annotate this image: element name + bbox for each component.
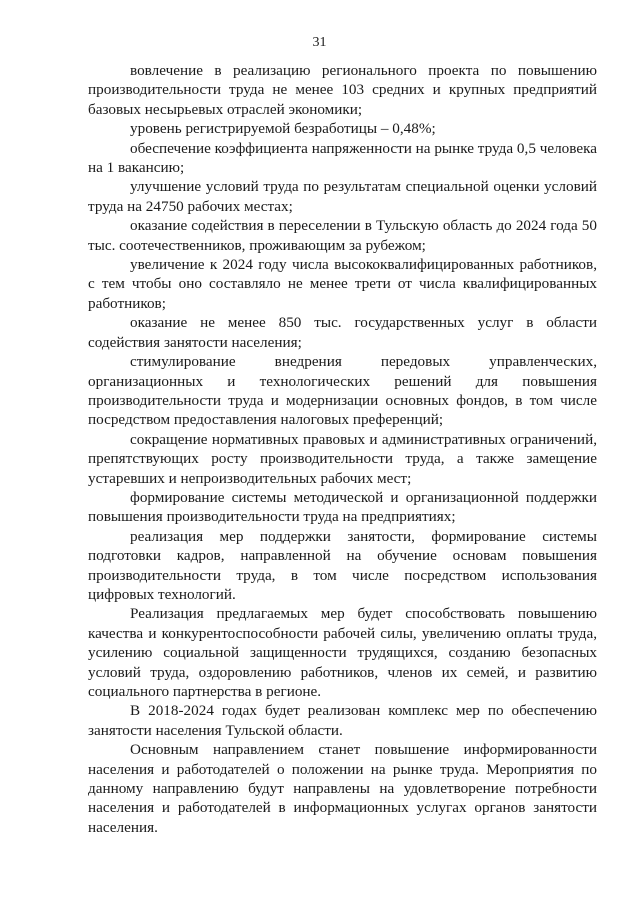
paragraph: обеспечение коэффициента напряженности на рынке труда 0,5 человека на 1 вакансию; — [88, 139, 597, 177]
paragraph: формирование системы методической и организационной поддержки повышения производительности труда на предприятиях; — [88, 488, 597, 526]
paragraph: вовлечение в реализацию регионального проекта по повышению производительности труда не менее 103 средних и крупных предприятий базовых несырьевых отраслей экономики; — [88, 62, 597, 118]
paragraph: Реализация предлагаемых мер будет способствовать повышению качества и конкурентоспособности рабочей силы, увеличению оплаты труда, усилению социальной защищенности трудящихся, созданию безопасных условий труда, оздоровлению работников, членов их семей, и развитию социального партнерства в регионе. — [88, 605, 597, 700]
paragraph: сокращение нормативных правовых и административных ограничений, препятствующих росту производительности труда, а также замещение устаревших и непроизводительных рабочих мест; — [88, 430, 597, 487]
body-text — [88, 61, 597, 837]
paragraph: улучшение условий труда по результатам специальной оценки условий труда на 24750 рабочих местах; — [88, 178, 597, 215]
page-number: 31 — [312, 35, 327, 50]
paragraph: реализация мер поддержки занятости, формирование системы подготовки кадров, направленной на обучение основам повышения производительности труда, в том числе посредством использования цифровых технологий. — [88, 527, 597, 603]
paragraph: увеличение к 2024 году числа высококвалифицированных работников, с тем чтобы оно составляло не менее трети от числа квалифицированных работников; — [88, 256, 597, 312]
paragraph: уровень регистрируемой безработицы – 0,48%; — [130, 120, 436, 138]
paragraph: оказание не менее 850 тыс. государственных услуг в области содействия занятости населения; — [88, 314, 597, 351]
paragraph: Основным направлением станет повышение информированности населения и работодателей о положении на рынке труда. Мероприятия по данному направлению будут направлены на удовлетворение потребности населения и работодателей в информационных услугах органов занятости населения. — [88, 741, 597, 836]
paragraph: В 2018-2024 годах будет реализован комплекс мер по обеспечению занятости населения Тульской области. — [88, 702, 597, 739]
paragraph: стимулирование внедрения передовых управленческих, организационных и технологических решений для повышения производительности труда и модернизации основных фондов, в том числе посредством предоставления налоговых преференций; — [88, 353, 597, 429]
paragraph: оказание содействия в переселении в Тульскую область до 2024 года 50 тыс. соотечественников, проживающим за рубежом; — [88, 217, 597, 254]
